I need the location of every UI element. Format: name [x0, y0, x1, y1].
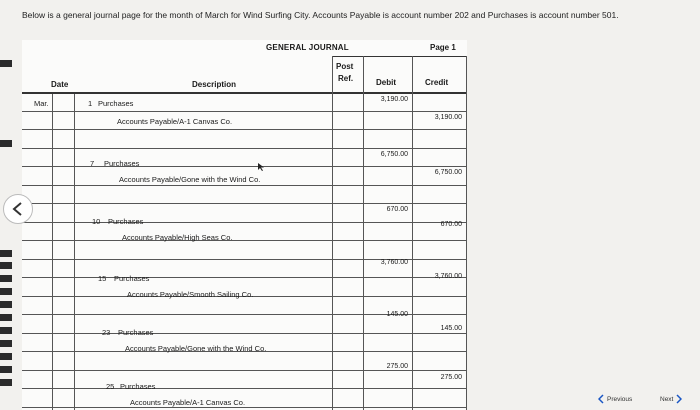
entry-debit-account: Purchases [98, 99, 134, 108]
edge-bar [0, 301, 12, 308]
mouse-cursor-icon [257, 162, 266, 171]
entry-debit-amount: 3,190.00 [380, 96, 408, 103]
entry-month: Mar. [34, 99, 49, 108]
journal-title: GENERAL JOURNAL [266, 43, 349, 52]
previous-label: Previous [607, 395, 633, 403]
page-label: Page 1 [430, 43, 456, 52]
entry-debit-account: Purchases [108, 217, 144, 226]
entry-debit-amount: 3,760.00 [380, 259, 408, 266]
grid-line [466, 56, 467, 410]
entry-debit-amount: 145.00 [386, 311, 408, 318]
edge-bar [0, 275, 12, 282]
instructions-text: Below is a general journal page for the month of March for Wind Surfing City. Accounts Payable is account number 202 and Purchases is account number 501. [22, 10, 619, 20]
entry-credit-account: Accounts Payable/High Seas Co. [122, 233, 233, 242]
edge-bar [0, 340, 12, 347]
general-journal [22, 40, 467, 410]
entry-credit-amount: 145.00 [440, 325, 462, 332]
edge-bar [0, 379, 12, 386]
entry-credit-amount: 3,190.00 [434, 114, 462, 121]
back-button[interactable] [3, 194, 33, 224]
entry-debit-amount: 6,750.00 [380, 151, 408, 158]
chevron-right-icon [676, 394, 682, 404]
next-label: Next [660, 395, 674, 403]
edge-bar [0, 353, 12, 360]
entry-day: 10 [92, 217, 101, 226]
grid-line [412, 56, 413, 410]
grid-line [332, 56, 333, 410]
entry-credit-amount: 3,760.00 [434, 273, 462, 280]
row-line [22, 240, 467, 241]
edge-bar [0, 140, 12, 147]
entry-day: 23 [102, 328, 111, 337]
row-line [22, 222, 467, 223]
row-line [22, 407, 467, 408]
entry-credit-amount: 6,750.00 [434, 169, 462, 176]
row-line [22, 370, 467, 371]
header-post-ref-line1: Post [336, 62, 354, 71]
edge-bar [0, 314, 12, 321]
header-description: Description [192, 80, 237, 89]
edge-bar [0, 60, 12, 67]
chevron-left-icon [11, 201, 25, 217]
entry-debit-account: Purchases [120, 382, 156, 391]
grid-line [52, 94, 53, 410]
entry-debit-amount: 670.00 [386, 206, 408, 213]
entry-debit-amount: 275.00 [386, 363, 408, 370]
entry-day: 15 [98, 274, 107, 283]
header-date: Date [51, 80, 69, 89]
edge-bar [0, 288, 12, 295]
header-top-line [332, 56, 467, 57]
edge-bar [0, 366, 12, 373]
entry-credit-account: Accounts Payable/Gone with the Wind Co. [119, 175, 261, 184]
row-line [22, 277, 467, 278]
edge-bar [0, 250, 12, 257]
grid-line [363, 56, 364, 410]
header-divider [22, 92, 467, 94]
entry-debit-account: Purchases [114, 274, 150, 283]
edge-bar [0, 327, 12, 334]
row-line [22, 111, 467, 112]
entry-debit-account: Purchases [118, 328, 154, 337]
header-credit: Credit [425, 78, 449, 87]
row-line [22, 185, 467, 186]
edge-bar [0, 262, 12, 269]
entry-credit-account: Accounts Payable/A-1 Canvas Co. [117, 117, 233, 126]
row-line [22, 333, 467, 334]
entry-credit-account: Accounts Payable/A-1 Canvas Co. [130, 398, 246, 407]
entry-day: 25 [106, 382, 115, 391]
row-line [22, 166, 467, 167]
row-line [22, 388, 467, 389]
row-line [22, 129, 467, 130]
entry-day: 1 [88, 99, 93, 108]
next-button[interactable] [660, 392, 682, 406]
header-post-ref-line2: Ref. [338, 74, 354, 83]
entry-debit-account: Purchases [104, 159, 140, 168]
entry-credit-amount: 670.00 [440, 221, 462, 228]
row-line [22, 148, 467, 149]
entry-credit-amount: 275.00 [440, 374, 462, 381]
grid-line [74, 94, 75, 410]
chevron-left-icon [598, 394, 604, 404]
entry-credit-account: Accounts Payable/Gone with the Wind Co. [125, 344, 267, 353]
row-line [22, 203, 467, 204]
entry-day: 7 [90, 159, 95, 168]
header-debit: Debit [376, 78, 396, 87]
previous-button[interactable] [598, 392, 632, 406]
entry-credit-account: Accounts Payable/Smooth Sailing Co. [127, 290, 254, 299]
